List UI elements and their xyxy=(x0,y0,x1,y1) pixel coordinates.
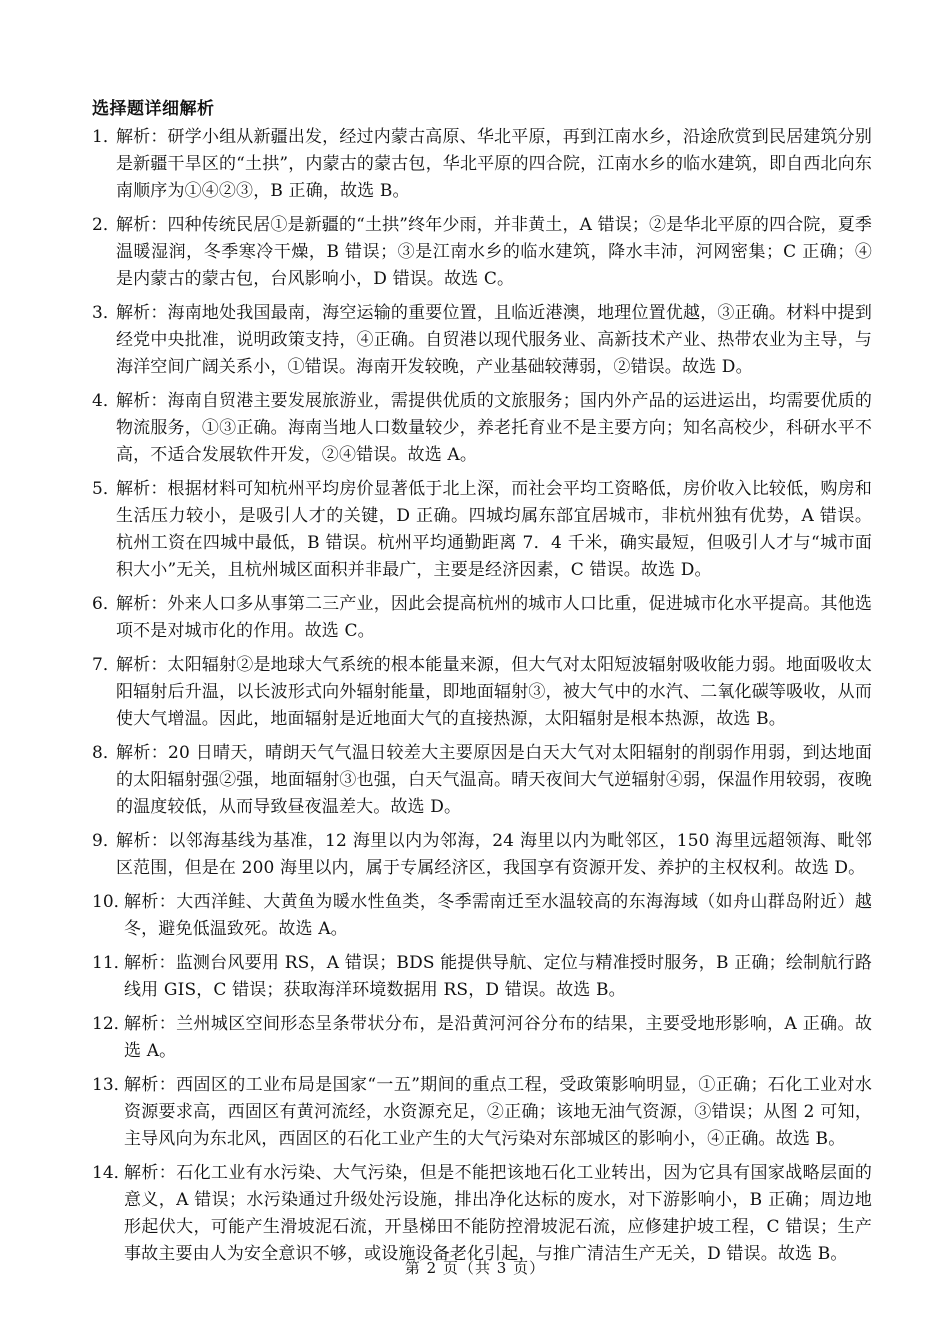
explanation-text: 解析：兰州城区空间形态呈条带状分布，是沿黄河河谷分布的结果，主要受地形影响，A 正确。故选 A。 xyxy=(124,1014,872,1061)
question-number: 12． xyxy=(92,1014,131,1034)
question-number: 13． xyxy=(92,1075,131,1095)
answer-item xyxy=(92,889,872,943)
explanation-text: 解析：外来人口多从事第二三产业，因此会提高杭州的城市人口比重，促进城市化水平提高。其他选项不是对城市化的作用。故选 C。 xyxy=(116,594,872,641)
question-number: 8． xyxy=(92,743,120,763)
explanation-text: 解析：海南自贸港主要发展旅游业，需提供优质的文旅服务；国内外产品的运进运出，均需要优质的物流服务，①③正确。海南当地人口数量较少，养老托育业不是主要方向；知名高校少，科研水平不高，不适合发展软件开发，②④错误。故选 A。 xyxy=(116,391,872,465)
answer-item xyxy=(92,591,872,645)
explanation-text: 解析：四种传统民居①是新疆的“土拱”终年少雨，并非黄土，A 错误；②是华北平原的四合院，夏季温暖湿润，冬季寒冷干燥，B 错误；③是江南水乡的临水建筑，降水丰沛，河网密集；C 正确；④是内蒙古的蒙古包，台风影响小，D 错误。故选 C。 xyxy=(116,215,872,289)
answer-list xyxy=(92,124,872,1275)
question-number: 5． xyxy=(92,479,120,499)
answer-item xyxy=(92,1072,872,1153)
section-heading: 选择题详细解析 xyxy=(92,99,215,119)
question-number: 10． xyxy=(92,892,131,912)
answer-item xyxy=(92,950,872,1004)
answer-item xyxy=(92,124,872,205)
answer-item xyxy=(92,1160,872,1268)
question-number: 7． xyxy=(92,655,120,675)
page-footer: 第 2 页（共 3 页） xyxy=(404,1259,546,1277)
answer-item xyxy=(92,388,872,469)
explanation-text: 解析：太阳辐射②是地球大气系统的根本能量来源，但大气对太阳短波辐射吸收能力弱。地面吸收太阳辐射后升温，以长波形式向外辐射能量，即地面辐射③，被大气中的水汽、二氧化碳等吸收，从而使大气增温。因此，地面辐射是近地面大气的直接热源，太阳辐射是根本热源，故选 B。 xyxy=(116,655,872,729)
answer-item xyxy=(92,212,872,293)
answer-item xyxy=(92,476,872,584)
explanation-text: 解析：20 日晴天，晴朗天气气温日较差大主要原因是白天大气对太阳辐射的削弱作用弱，到达地面的太阳辐射强②强，地面辐射③也强，白天气温高。晴天夜间大气逆辐射④弱，保温作用较弱，夜晚的温度较低，从而导致昼夜温差大。故选 D。 xyxy=(116,743,872,817)
explanation-text: 解析：西固区的工业布局是国家“一五”期间的重点工程，受政策影响明显，①正确；石化工业对水资源要求高，西固区有黄河流经，水资源充足，②正确；该地无油气资源，③错误；从图 2 可知，主导风向为东北风，西固区的石化工业产生的大气污染对东部城区的影响小，④正确。故选 B。 xyxy=(124,1075,872,1149)
explanation-text: 解析：石化工业有水污染、大气污染，但是不能把该地石化工业转出，因为它具有国家战略层面的意义，A 错误；水污染通过升级处污设施，排出净化达标的废水，对下游影响小，B 正确；周边地形起伏大，可能产生滑坡泥石流，开垦梯田不能防控滑坡泥石流，应修建护坡工程，C 错误；生产事故主要由人为安全意识不够，或设施设备老化引起，与推广清洁生产无关，D 错误。故选 B。 xyxy=(124,1163,872,1264)
explanation-text: 解析：监测台风要用 RS，A 错误；BDS 能提供导航、定位与精准授时服务，B 正确；绘制航行路线用 GIS，C 错误；获取海洋环境数据用 RS，D 错误。故选 B。 xyxy=(124,953,872,1000)
question-number: 1． xyxy=(92,127,120,147)
question-number: 3． xyxy=(92,303,120,323)
explanation-text: 解析：研学小组从新疆出发，经过内蒙古高原、华北平原，再到江南水乡，沿途欣赏到民居建筑分别是新疆干旱区的“土拱”，内蒙古的蒙古包，华北平原的四合院，江南水乡的临水建筑，即自西北向东南顺序为①④②③，B 正确，故选 B。 xyxy=(116,127,872,201)
question-number: 4． xyxy=(92,391,120,411)
question-number: 2． xyxy=(92,215,120,235)
question-number: 9． xyxy=(92,831,120,851)
answer-item xyxy=(92,1011,872,1065)
answer-item xyxy=(92,300,872,381)
answer-item xyxy=(92,652,872,733)
explanation-text: 解析：根据材料可知杭州平均房价显著低于北上深，而社会平均工资略低，房价收入比较低，购房和生活压力较小，是吸引人才的关键，D 正确。四城均属东部宜居城市，非杭州独有优势，A 错误。杭州工资在四城中最低，B 错误。杭州平均通勤距离 7．4 千米，确实最短，但吸引人才与“城市面积大小”无关，且杭州城区面积并非最广，主要是经济因素，C 错误。故选 D。 xyxy=(116,479,872,580)
question-number: 11． xyxy=(92,953,131,973)
explanation-text: 解析：以邻海基线为基准，12 海里以内为邻海，24 海里以内为毗邻区，150 海里远超领海、毗邻区范围，但是在 200 海里以内，属于专属经济区，我国享有资源开发、养护的主权权利。故选 D。 xyxy=(116,831,872,878)
question-number: 14． xyxy=(92,1163,131,1183)
explanation-text: 解析：大西洋鲑、大黄鱼为暖水性鱼类，冬季需南迁至水温较高的东海海域（如舟山群岛附近）越冬，避免低温致死。故选 A。 xyxy=(124,892,872,939)
question-number: 6． xyxy=(92,594,120,614)
answer-item xyxy=(92,828,872,882)
answer-item xyxy=(92,740,872,821)
explanation-text: 解析：海南地处我国最南，海空运输的重要位置，且临近港澳，地理位置优越，③正确。材料中提到经党中央批准，说明政策支持，④正确。自贸港以现代服务业、高新技术产业、热带农业为主导，与海洋空间广阔关系小，①错误。海南开发较晚，产业基础较薄弱，②错误。故选 D。 xyxy=(116,303,872,377)
